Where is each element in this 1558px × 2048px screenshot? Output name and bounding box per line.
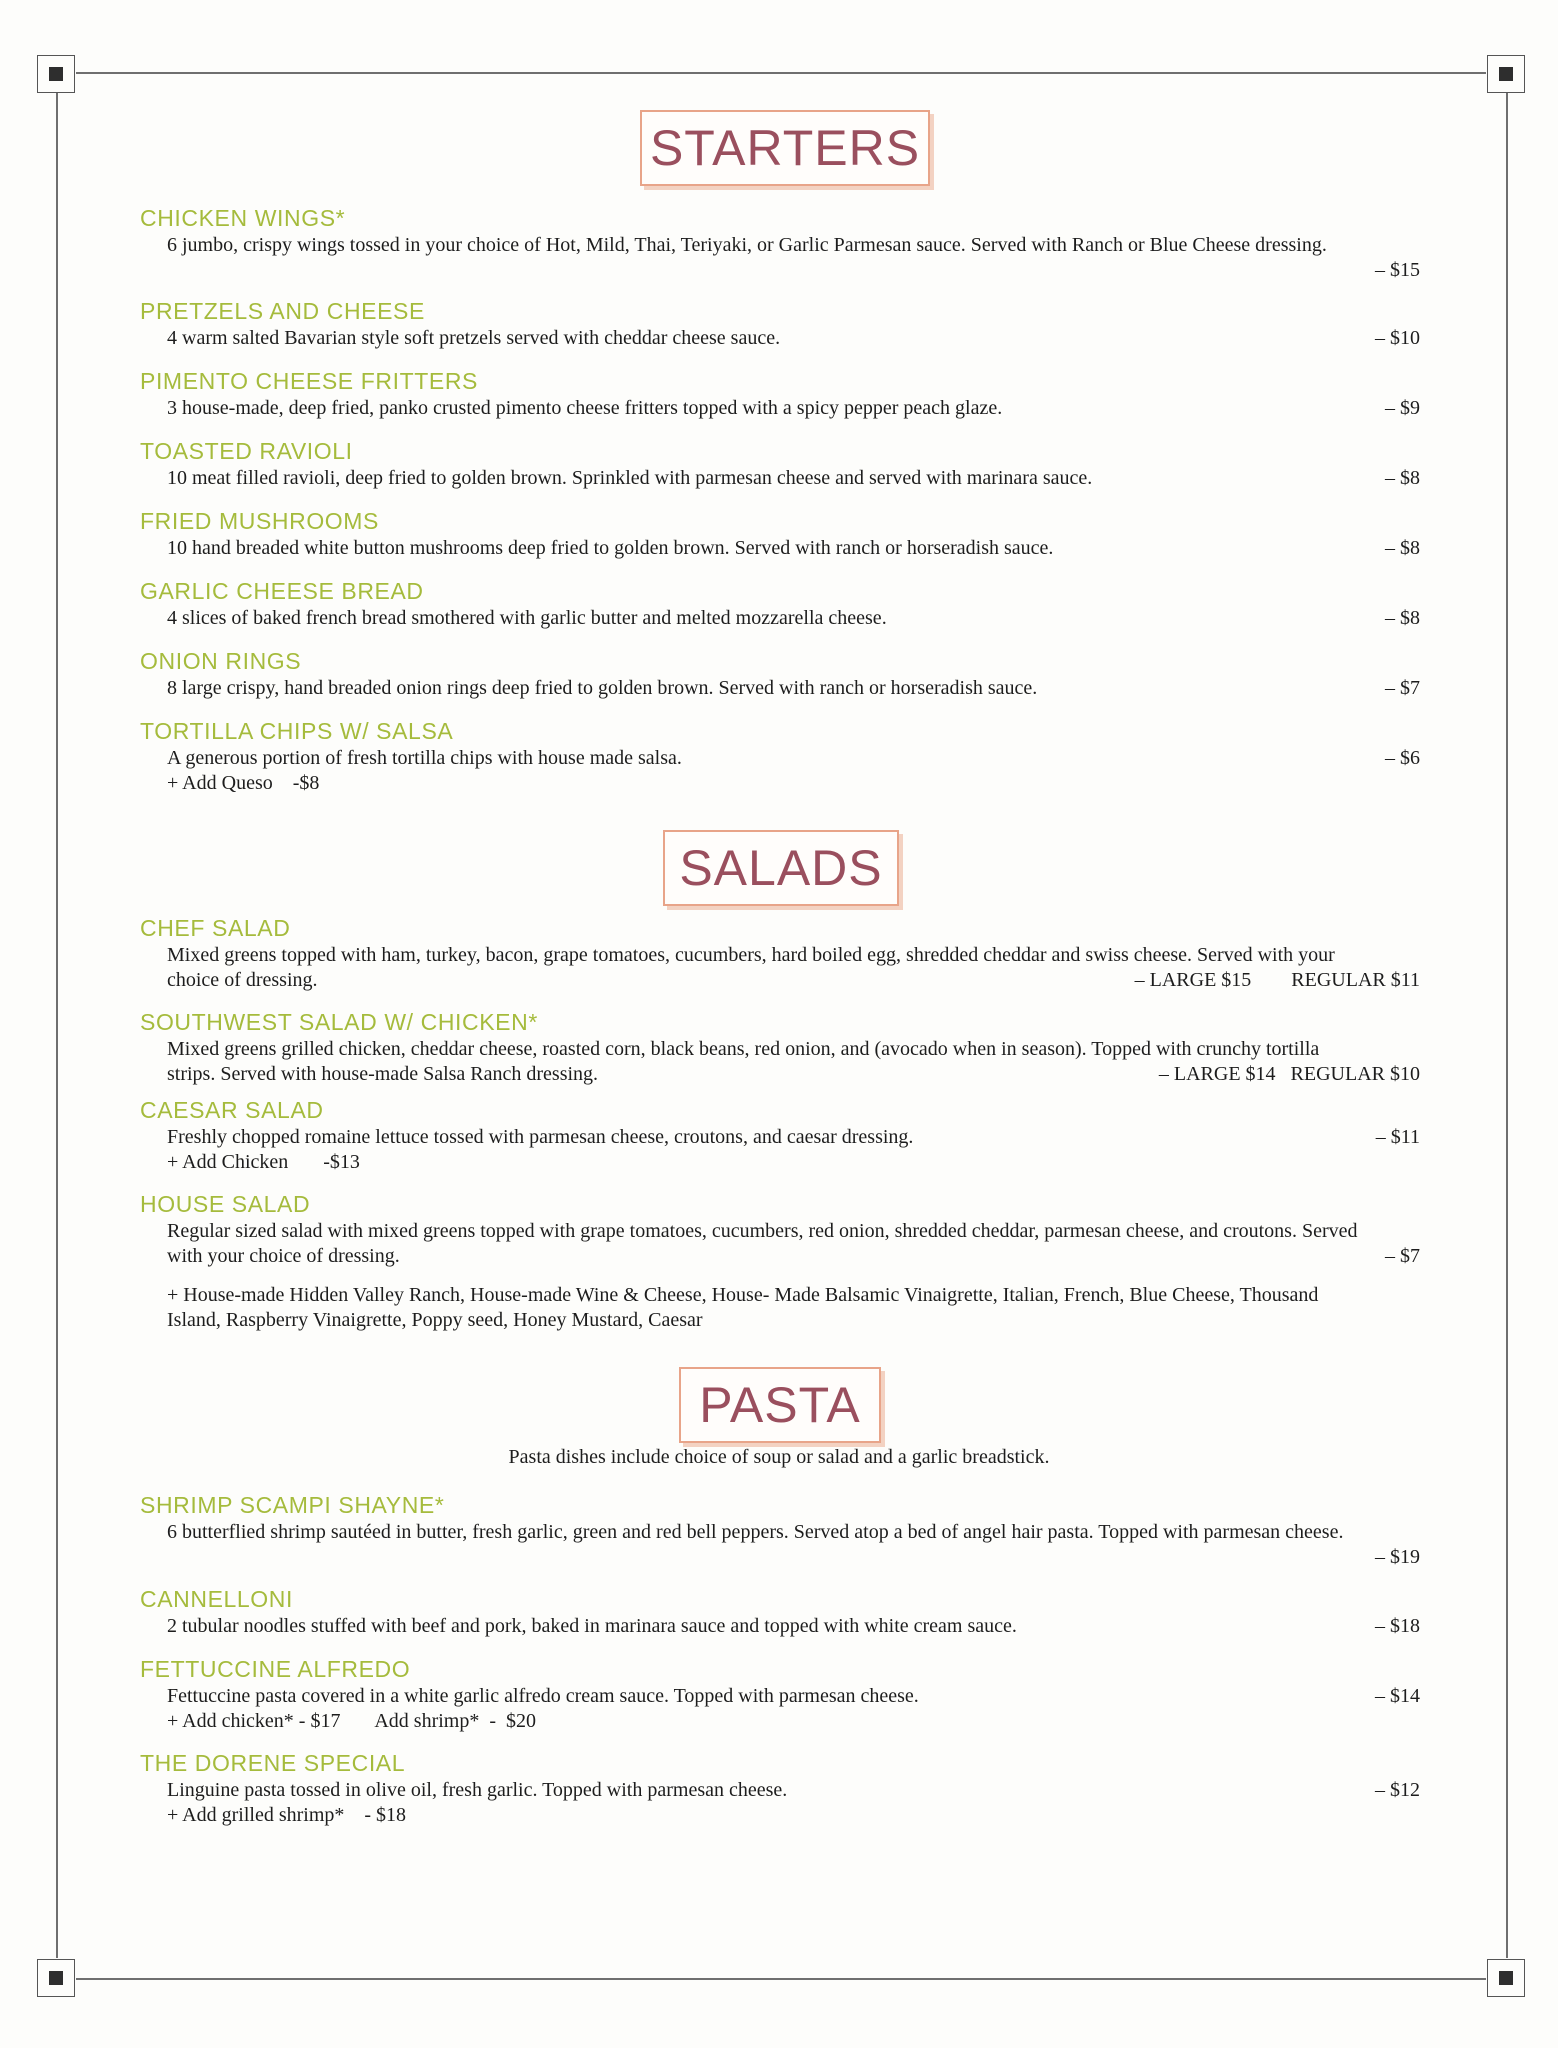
- item-price: – $8: [1385, 537, 1420, 559]
- menu-item-pretzels-and-cheese: [140, 296, 1420, 351]
- item-name: THE DORENE SPECIAL: [140, 1750, 406, 1776]
- menu-item-dorene-special: [140, 1748, 1420, 1828]
- item-name: PRETZELS AND CHEESE: [140, 298, 425, 324]
- item-name: HOUSE SALAD: [140, 1191, 311, 1217]
- item-price: – $12: [1375, 1779, 1420, 1801]
- item-name: CANNELLONI: [140, 1586, 293, 1612]
- frame-corner-bottom-left: [37, 1959, 75, 1997]
- menu-item-chef-salad: [140, 913, 1420, 993]
- item-price: – $11: [1375, 1126, 1420, 1148]
- item-price: – LARGE $14 REGULAR $10: [1158, 1063, 1420, 1085]
- item-name: TORTILLA CHIPS W/ SALSA: [140, 718, 454, 744]
- item-price: – $7: [1385, 1245, 1420, 1267]
- frame-corner-top-right: [1487, 55, 1525, 93]
- item-description: A generous portion of fresh tortilla chips with house made salsa.: [167, 747, 682, 769]
- item-addon: + Add chicken* - $17 Add shrimp* - $20: [167, 1710, 537, 1732]
- menu-item-onion-rings: [140, 646, 1420, 701]
- item-description: 3 house-made, deep fried, panko crusted pimento cheese fritters topped with a spicy pepper peach glaze.: [167, 397, 1003, 419]
- item-description: 4 warm salted Bavarian style soft pretzels served with cheddar cheese sauce.: [167, 327, 781, 349]
- item-name: FETTUCCINE ALFREDO: [140, 1656, 411, 1682]
- item-description: Mixed greens grilled chicken, cheddar cheese, roasted corn, black beans, red onion, and (avocado when in season). Topped with crunchy tortilla strips. Served with house-made Salsa Ranch dressing.: [167, 1038, 1320, 1085]
- item-price: – LARGE $15 REGULAR $11: [1134, 969, 1420, 991]
- item-name: PIMENTO CHEESE FRITTERS: [140, 368, 478, 394]
- item-description: Regular sized salad with mixed greens topped with grape tomatoes, cucumbers, red onion, shredded cheddar, parmesan cheese, and croutons. Served with your choice of dressing.: [167, 1220, 1358, 1267]
- frame-left-line: [56, 92, 58, 1958]
- item-addon: + Add Chicken -$13: [167, 1151, 360, 1173]
- item-addon: + Add Queso -$8: [167, 772, 320, 794]
- frame-top-line: [76, 72, 1486, 74]
- menu-item-tortilla-chips: [140, 716, 1420, 796]
- item-price: – $7: [1385, 677, 1420, 699]
- item-price: – $15: [1375, 259, 1420, 281]
- menu-item-caesar-salad: [140, 1095, 1420, 1175]
- menu-item-cannelloni: [140, 1584, 1420, 1639]
- item-name: CHEF SALAD: [140, 915, 291, 941]
- item-description: 6 butterflied shrimp sautéed in butter, fresh garlic, green and red bell peppers. Served atop a bed of angel hair pasta. Topped with parmesan cheese.: [167, 1521, 1344, 1543]
- item-price: – $18: [1375, 1615, 1420, 1637]
- frame-corner-top-left: [37, 55, 75, 93]
- frame-right-line: [1506, 92, 1508, 1958]
- item-name: SHRIMP SCAMPI SHAYNE*: [140, 1492, 445, 1518]
- item-description: 10 hand breaded white button mushrooms deep fried to golden brown. Served with ranch or horseradish sauce.: [167, 537, 1054, 559]
- item-description: Freshly chopped romaine lettuce tossed with parmesan cheese, croutons, and caesar dressing.: [167, 1126, 914, 1148]
- section-title-pasta: PASTA: [679, 1367, 881, 1443]
- pasta-note: Pasta dishes include choice of soup or salad and a garlic breadstick.: [508, 1446, 1050, 1468]
- item-price: – $8: [1385, 607, 1420, 629]
- menu-item-fettuccine-alfredo: [140, 1654, 1420, 1734]
- section-title-starters: STARTERS: [640, 110, 930, 186]
- item-name: TOASTED RAVIOLI: [140, 438, 353, 464]
- menu-item-chicken-wings: [140, 203, 1420, 281]
- item-name: FRIED MUSHROOMS: [140, 508, 379, 534]
- item-description: 2 tubular noodles stuffed with beef and pork, baked in marinara sauce and topped with white cream sauce.: [167, 1615, 1017, 1637]
- frame-bottom-line: [76, 1978, 1486, 1980]
- item-name: GARLIC CHEESE BREAD: [140, 578, 424, 604]
- item-price: – $14: [1375, 1685, 1420, 1707]
- item-name: CHICKEN WINGS*: [140, 205, 346, 231]
- item-addon: + Add grilled shrimp* - $18: [167, 1804, 407, 1826]
- item-price: – $6: [1385, 747, 1420, 769]
- section-title-salads: SALADS: [663, 830, 899, 906]
- item-name: ONION RINGS: [140, 648, 302, 674]
- item-description: Fettuccine pasta covered in a white garlic alfredo cream sauce. Topped with parmesan cheese.: [167, 1685, 919, 1707]
- menu-item-garlic-cheese-bread: [140, 576, 1420, 631]
- frame-corner-bottom-right: [1487, 1959, 1525, 1997]
- item-name: SOUTHWEST SALAD W/ CHICKEN*: [140, 1009, 538, 1035]
- menu-item-house-salad: [140, 1189, 1420, 1269]
- item-description: 4 slices of baked french bread smothered with garlic butter and melted mozzarella cheese.: [167, 607, 887, 629]
- item-description: Mixed greens topped with ham, turkey, bacon, grape tomatoes, cucumbers, hard boiled egg, shredded cheddar and swiss cheese. Served with your choice of dressing.: [167, 944, 1335, 991]
- menu-item-pimento-cheese-fritters: [140, 366, 1420, 421]
- menu-item-toasted-ravioli: [140, 436, 1420, 491]
- item-name: CAESAR SALAD: [140, 1097, 324, 1123]
- item-price: – $8: [1385, 467, 1420, 489]
- dressing-options: + House-made Hidden Valley Ranch, House-made Wine & Cheese, House- Made Balsamic Vinaigrette, Italian, French, Blue Cheese, Thousand Island, Raspberry Vinaigrette, Poppy seed, Honey Mustard, Caesar: [167, 1284, 1319, 1331]
- item-price: – $19: [1375, 1546, 1420, 1568]
- menu-item-fried-mushrooms: [140, 506, 1420, 561]
- item-description: 6 jumbo, crispy wings tossed in your choice of Hot, Mild, Thai, Teriyaki, or Garlic Parmesan sauce. Served with Ranch or Blue Cheese dressing.: [167, 234, 1327, 256]
- menu-item-shrimp-scampi: [140, 1490, 1420, 1568]
- menu-item-southwest-salad: [140, 1007, 1420, 1087]
- item-price: – $9: [1385, 397, 1420, 419]
- item-description: 10 meat filled ravioli, deep fried to golden brown. Sprinkled with parmesan cheese and served with marinara sauce.: [167, 467, 1093, 489]
- item-description: Linguine pasta tossed in olive oil, fresh garlic. Topped with parmesan cheese.: [167, 1779, 788, 1801]
- item-description: 8 large crispy, hand breaded onion rings deep fried to golden brown. Served with ranch or horseradish sauce.: [167, 677, 1038, 699]
- item-price: – $10: [1375, 327, 1420, 349]
